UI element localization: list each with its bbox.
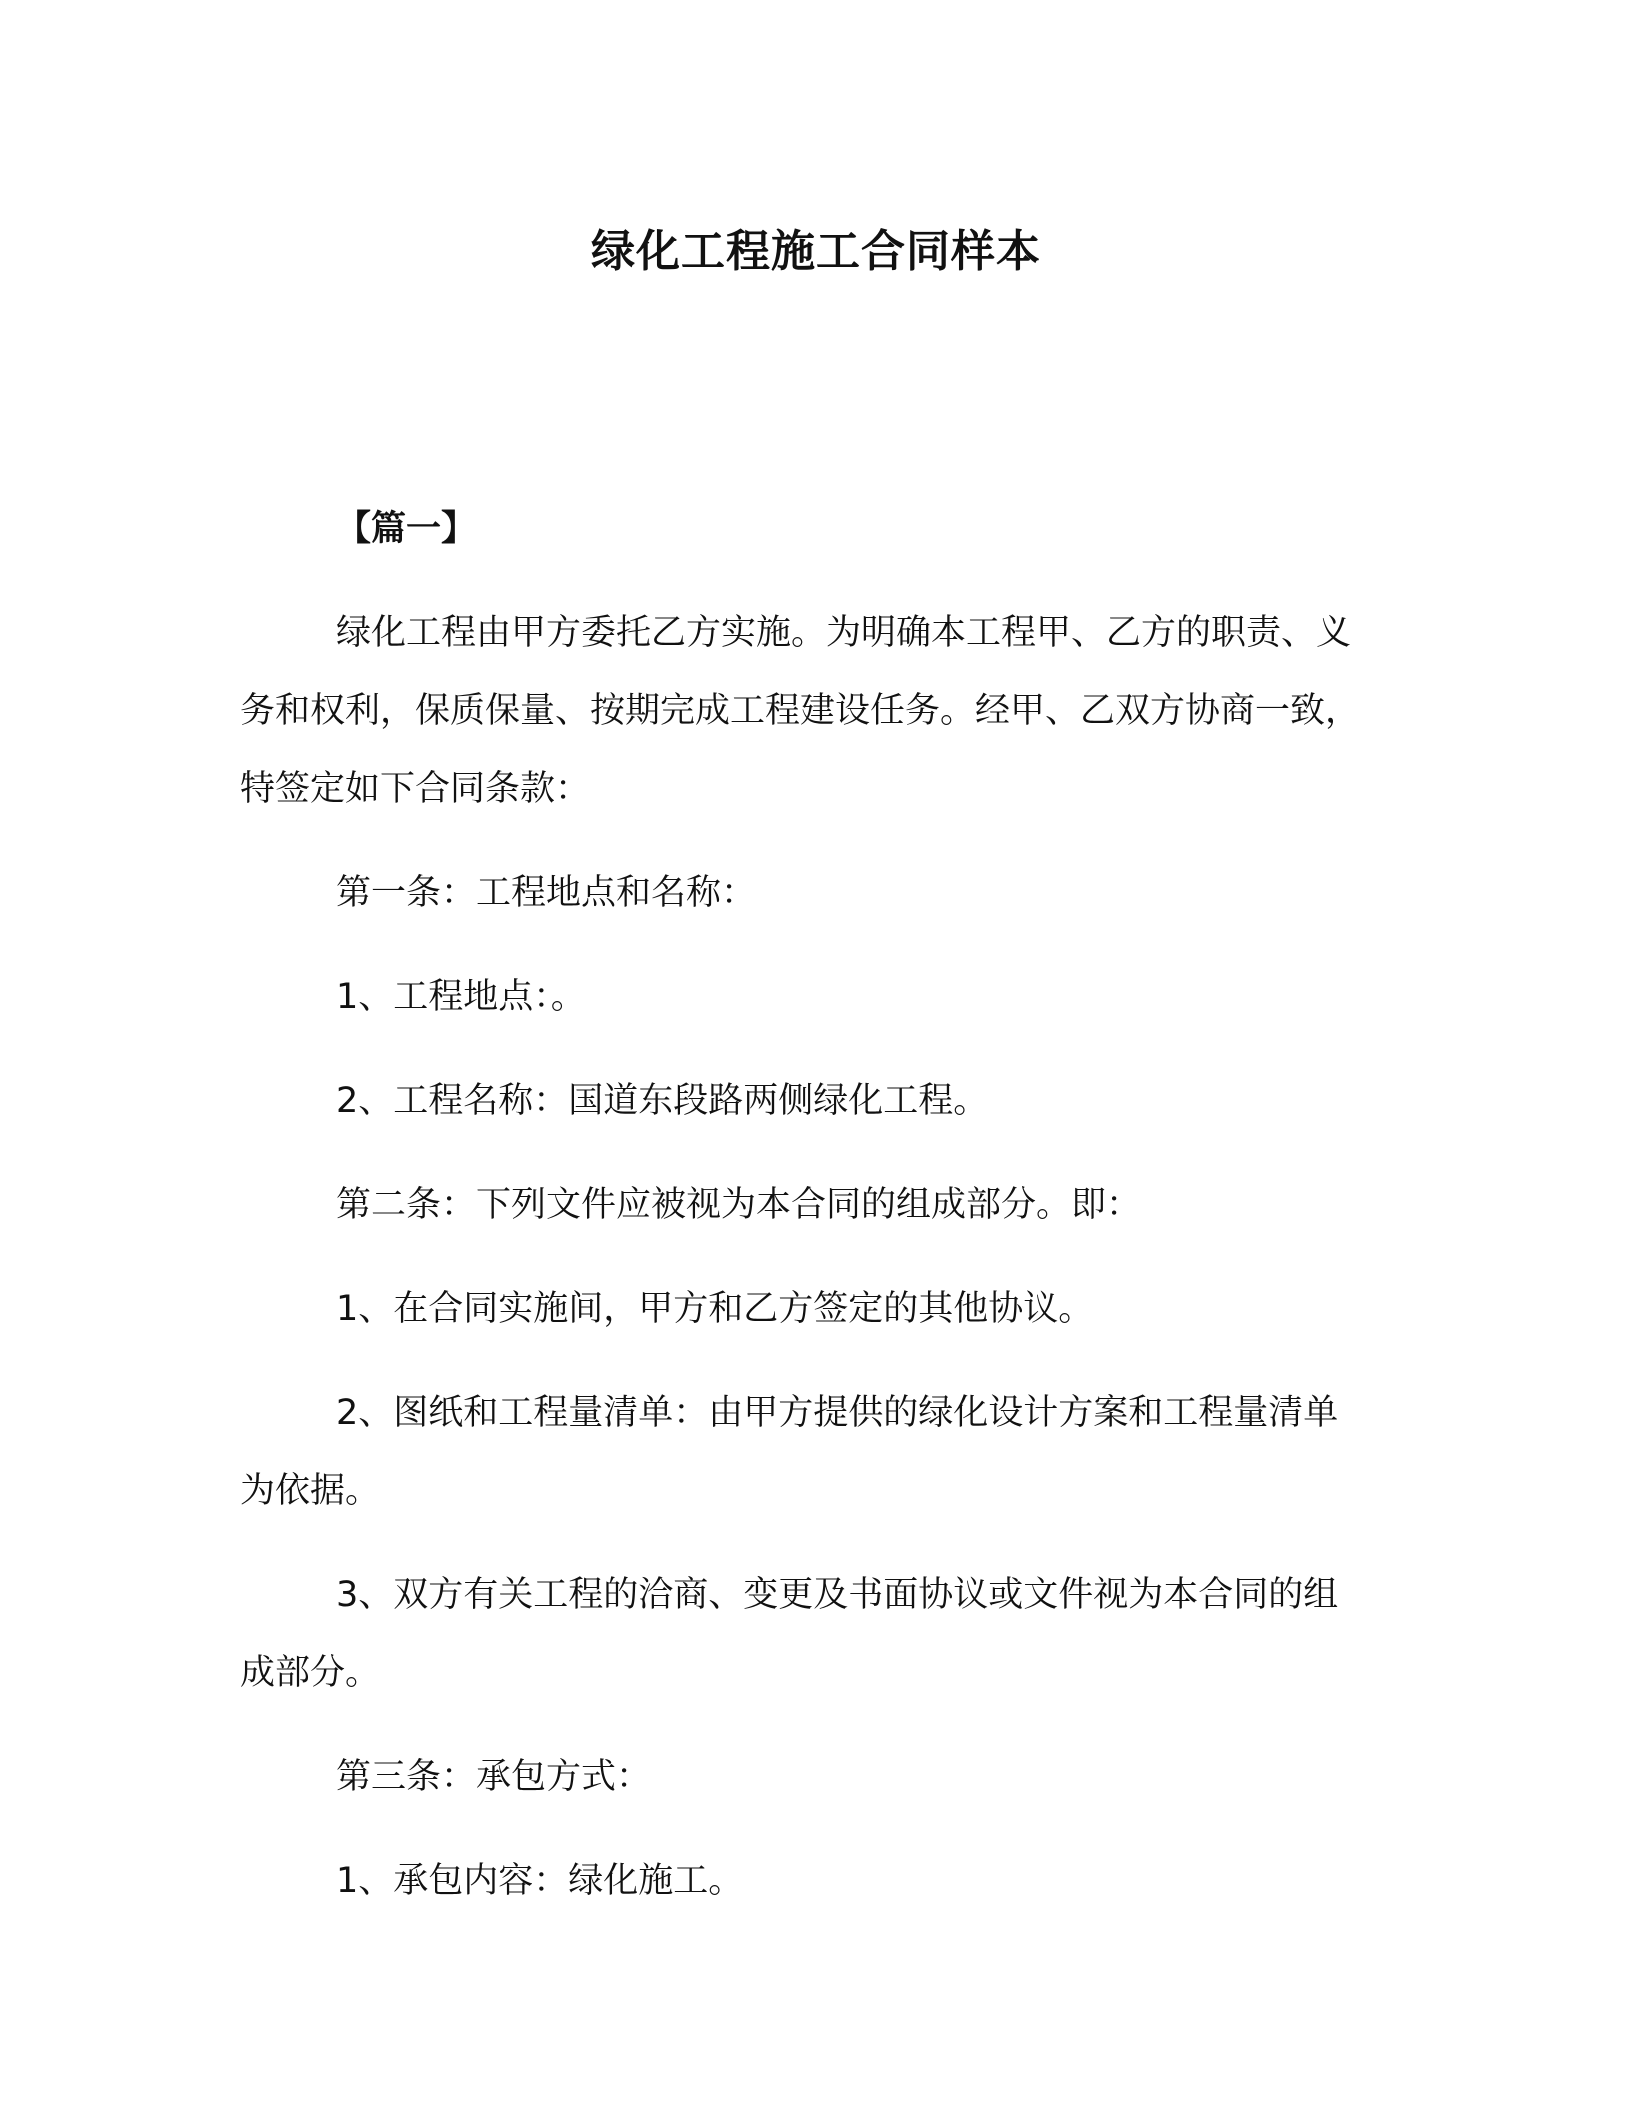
paragraph-intro: 绿化工程由甲方委托乙方实施。为明确本工程甲、乙方的职责、义务和权利，保质保量、按期完成工程建设任务。经甲、乙双方协商一致，特签定如下合同条款： — [240, 613, 1361, 809]
paragraph-article-1-item-2: 2、工程名称：国道东段路两侧绿化工程。 — [336, 1081, 989, 1121]
paragraph-article-3-item-1: 1、承包内容：绿化施工。 — [336, 1861, 744, 1901]
paragraph-article-2-item-3: 3、双方有关工程的洽商、变更及书面协议或文件视为本合同的组成部分。 — [240, 1575, 1339, 1693]
paragraph-article-2: 第二条：下列文件应被视为本合同的组成部分。即： — [336, 1185, 1142, 1225]
paragraph-article-1: 第一条：工程地点和名称： — [336, 873, 757, 913]
paragraph-article-3: 第三条：承包方式： — [336, 1757, 652, 1797]
paragraph-article-1-item-1: 1、工程地点：。 — [336, 977, 586, 1017]
paragraph-article-2-item-1: 1、在合同实施间，甲方和乙方签定的其他协议。 — [336, 1289, 1094, 1329]
document-body — [240, 490, 1372, 1946]
paragraph-article-2-item-2: 2、图纸和工程量清单：由甲方提供的绿化设计方案和工程量清单为依据。 — [240, 1393, 1339, 1511]
section-label: 【篇一】 — [336, 509, 477, 549]
document-title: 绿化工程施工合同样本 — [591, 226, 1041, 277]
